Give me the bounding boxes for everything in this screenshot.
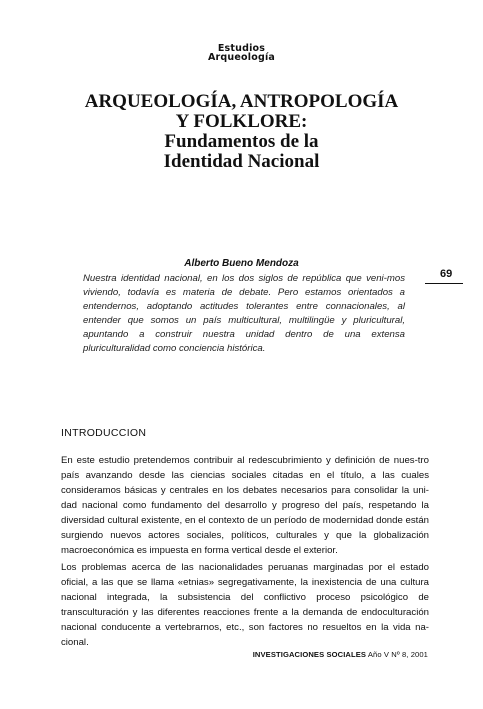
author-name: Alberto Bueno Mendoza	[184, 258, 299, 269]
section-heading: INTRODUCCION	[61, 427, 147, 439]
body-paragraph-2: Los problemas acerca de las nacionalidades peruanas marginadas por el estado oficial, a las que se llama «etnias» segregativamente, la inexistencia de una cultura nacional integrada, la subsistencia del conflictivo proceso psicológico de transculturación y las diferentes reacciones frente a la demanda de endoculturación nacional conducente a vertebrarnos, etc., son factores no resueltos en la vida na-cional.	[61, 562, 429, 648]
article-title-line-2: Y FOLKLORE:	[175, 111, 308, 132]
article-title-line-1: ARQUEOLOGÍA, ANTROPOLOGÍA	[84, 91, 399, 112]
article-subtitle-line-1: Fundamentos de la	[164, 131, 319, 152]
journal-name: INVESTIGACIONES SOCIALES	[252, 650, 367, 659]
running-footer	[0, 650, 428, 659]
article-subtitle-line-2: Identidad Nacional	[163, 151, 320, 172]
series-line-2: Arqueología	[207, 52, 276, 63]
page-number: 69	[440, 268, 453, 280]
abstract: Nuestra identidad nacional, en los dos siglos de república que veni-mos viviendo, todavía es materia de debate. Pero estamos orientados a entendernos, adoptando actitudes tolerantes entre connacionales, al entender que somos un país multicultural, multilingüe y pluricultural, apuntando a construir nuestra unidad dentro de una extensa pluriculturalidad como conciencia histórica.	[83, 273, 405, 354]
article-title-block	[0, 92, 483, 172]
body-paragraph-1: En este estudio pretendemos contribuir al redescubrimiento y definición de nues-tro país avanzando desde las ciencias sociales citadas en el título, a las cuales consideramos básicas y centrales en los debates necesarios para consolidar la uni-dad nacional como fundamento del desarrollo y progreso del país, respetando la diversidad cultural existente, en el contexto de un período de modernidad donde están surgiendo nuevos actores sociales, políticos, culturales y que la globalización macroeconómica es impuesta en forma vertical desde el exterior.	[61, 455, 429, 556]
issue-info: Año V Nº 8, 2001	[367, 650, 428, 659]
series-heading	[0, 44, 483, 62]
series-line-1: Estudios	[217, 43, 266, 54]
margin-rule	[425, 283, 463, 284]
